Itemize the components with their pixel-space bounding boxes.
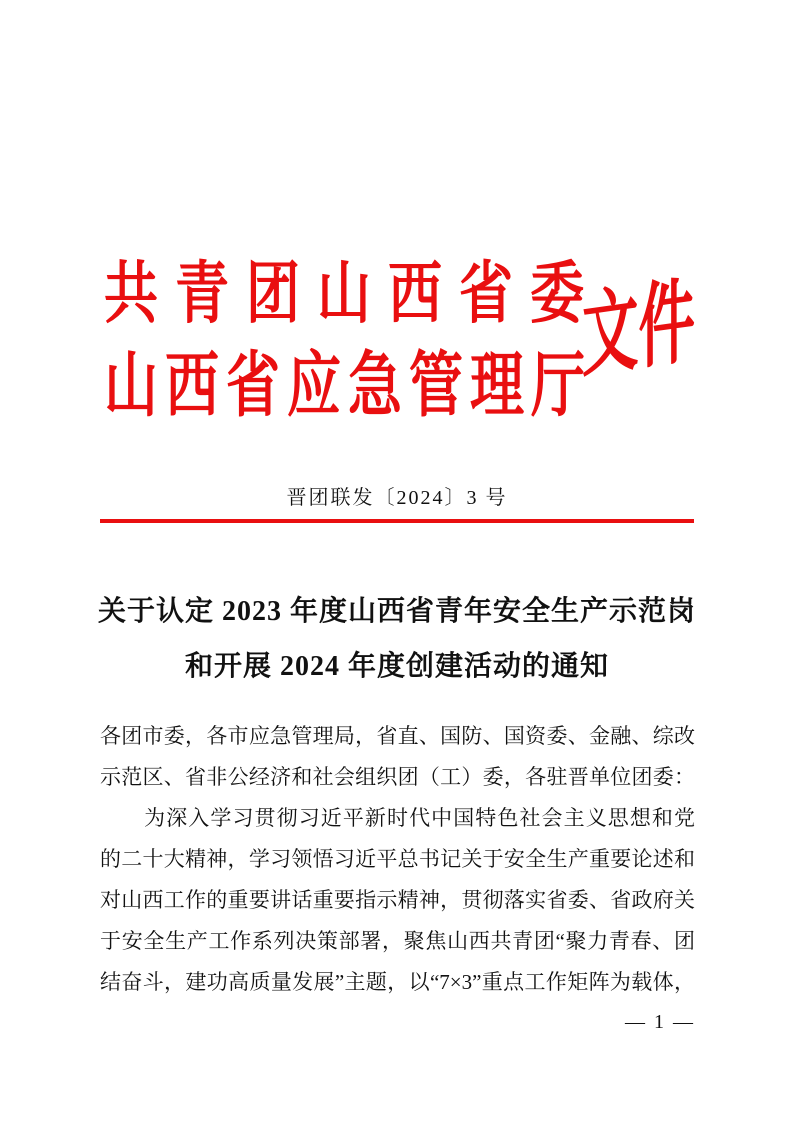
body-line-paragraph-1: 为深入学习贯彻习近平新时代中国特色社会主义思想和党 [100,806,695,830]
body-line-recipients-1: 各团市委，各市应急管理局，省直、国防、国资委、金融、综改 [100,724,695,748]
body-line-paragraph-2: 的二十大精神，学习领悟习近平总书记关于安全生产重要论述和 [100,847,695,871]
body-line-paragraph-4: 于安全生产工作系列决策部署，聚焦山西共青团“聚力青春、团 [100,929,695,953]
page-number: — 1 — [625,1011,695,1033]
body-line-paragraph-3: 对山西工作的重要讲话重要指示精神，贯彻落实省委、省政府关 [100,888,695,912]
title-line2: 和开展 2024 年度创建活动的通知 [184,651,609,682]
document-body [100,716,695,1003]
doc-type-label: 文件 [582,271,695,389]
doc-number: 晋团联发〔2024〕3 号 [286,487,508,509]
body-line-recipients-2: 示范区、省非公经济和社会组织团（工）委，各驻晋单位团委： [100,765,695,789]
org-name-line1: 共青团山西省委 [104,256,601,332]
document-title [50,584,744,694]
body-line-paragraph-5: 结奋斗，建功高质量发展”主题，以“7×3”重点工作矩阵为载体， [100,970,695,994]
org-name-line2: 山西省应急管理厅 [104,346,592,426]
red-divider-line [100,519,694,523]
title-line1: 关于认定 2023 年度山西省青年安全生产示范岗 [97,596,696,627]
